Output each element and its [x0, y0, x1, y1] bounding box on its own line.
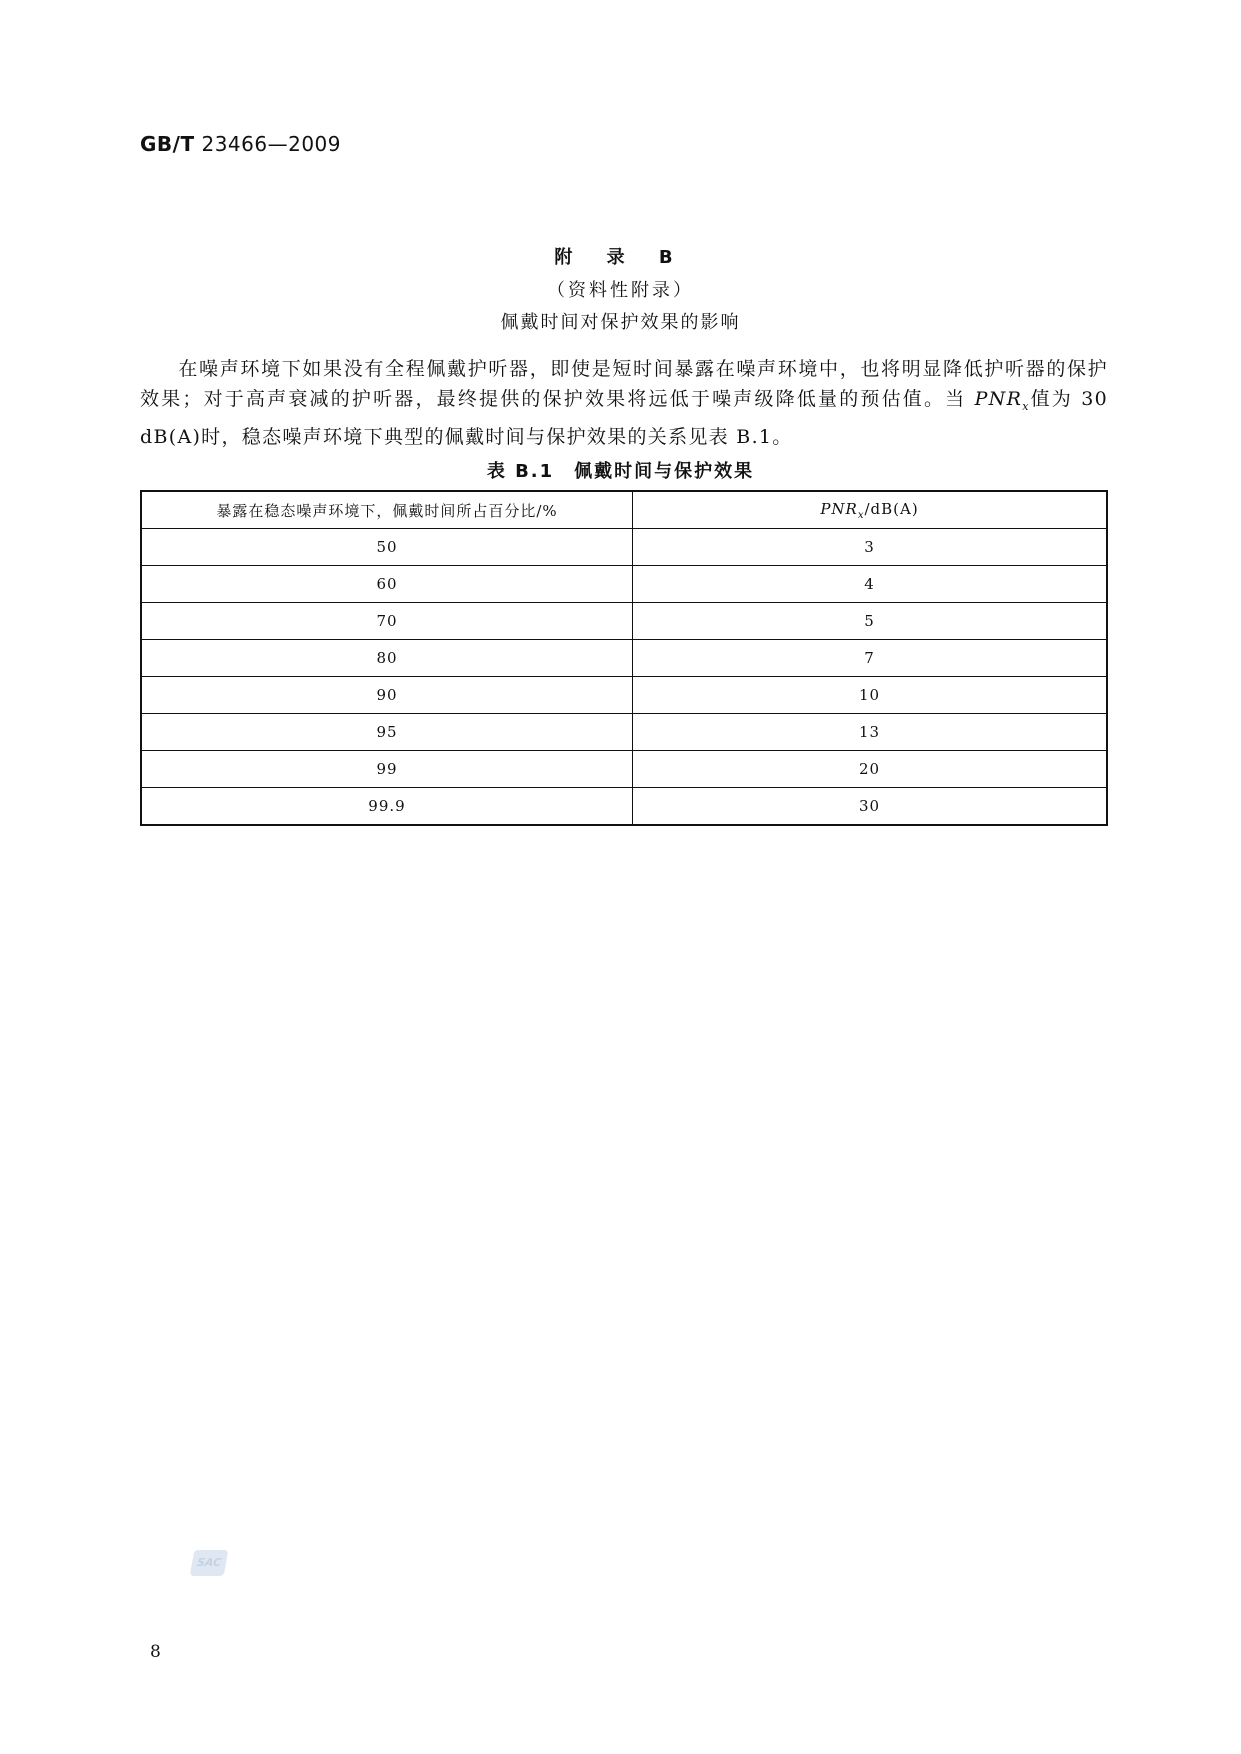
table-row	[141, 566, 1107, 603]
header-pnr-subscript: x	[857, 509, 865, 521]
cell-percentage: 90	[141, 677, 633, 714]
table-row	[141, 603, 1107, 640]
pnr-subscript: x	[1022, 399, 1030, 413]
header-pnr-symbol: PNR	[820, 499, 858, 518]
table-row	[141, 677, 1107, 714]
body-paragraph	[140, 354, 1108, 452]
data-table	[140, 490, 1108, 826]
standard-prefix: GB/T	[140, 132, 195, 156]
table-header-row	[141, 491, 1107, 529]
cell-percentage: 95	[141, 714, 633, 751]
cell-percentage: 50	[141, 529, 633, 566]
page-number: 8	[150, 1642, 161, 1662]
paragraph-text-2: 值为 30 dB(A)时，稳态噪声环境下典型的佩戴时间与保护效果的关系见表 B.1。	[140, 388, 1109, 448]
header-pnr-unit: /dB(A)	[864, 499, 919, 518]
cell-percentage: 99	[141, 751, 633, 788]
cell-pnr: 4	[633, 566, 1108, 603]
header-pnr	[633, 491, 1108, 529]
table-row	[141, 529, 1107, 566]
cell-pnr: 13	[633, 714, 1108, 751]
header-percentage: 暴露在稳态噪声环境下，佩戴时间所占百分比/%	[141, 491, 633, 529]
cell-percentage: 70	[141, 603, 633, 640]
standard-code	[140, 132, 341, 156]
table-row	[141, 788, 1107, 826]
cell-percentage: 60	[141, 566, 633, 603]
cell-pnr: 10	[633, 677, 1108, 714]
cell-percentage: 99.9	[141, 788, 633, 826]
appendix-subtitle: 佩戴时间对保护效果的影响	[500, 312, 741, 333]
table-title: 表 B.1 佩戴时间与保护效果	[486, 461, 755, 482]
sac-logo: SAC	[190, 1550, 229, 1576]
table-row	[141, 751, 1107, 788]
table-row	[141, 714, 1107, 751]
cell-pnr: 7	[633, 640, 1108, 677]
cell-pnr: 5	[633, 603, 1108, 640]
cell-percentage: 80	[141, 640, 633, 677]
pnr-symbol: PNR	[974, 388, 1023, 410]
cell-pnr: 30	[633, 788, 1108, 826]
appendix-title: 附 录 B	[554, 247, 687, 268]
standard-number: 23466—2009	[201, 132, 341, 156]
appendix-type: （资料性附录）	[547, 280, 694, 301]
paragraph-text-1: 在噪声环境下如果没有全程佩戴护听器，即使是短时间暴露在噪声环境中，也将明显降低护听器的保护效果；对于高声衰减的护听器，最终提供的保护效果将远低于噪声级降低量的预估值。当	[140, 358, 1108, 410]
cell-pnr: 3	[633, 529, 1108, 566]
table-row	[141, 640, 1107, 677]
cell-pnr: 20	[633, 751, 1108, 788]
